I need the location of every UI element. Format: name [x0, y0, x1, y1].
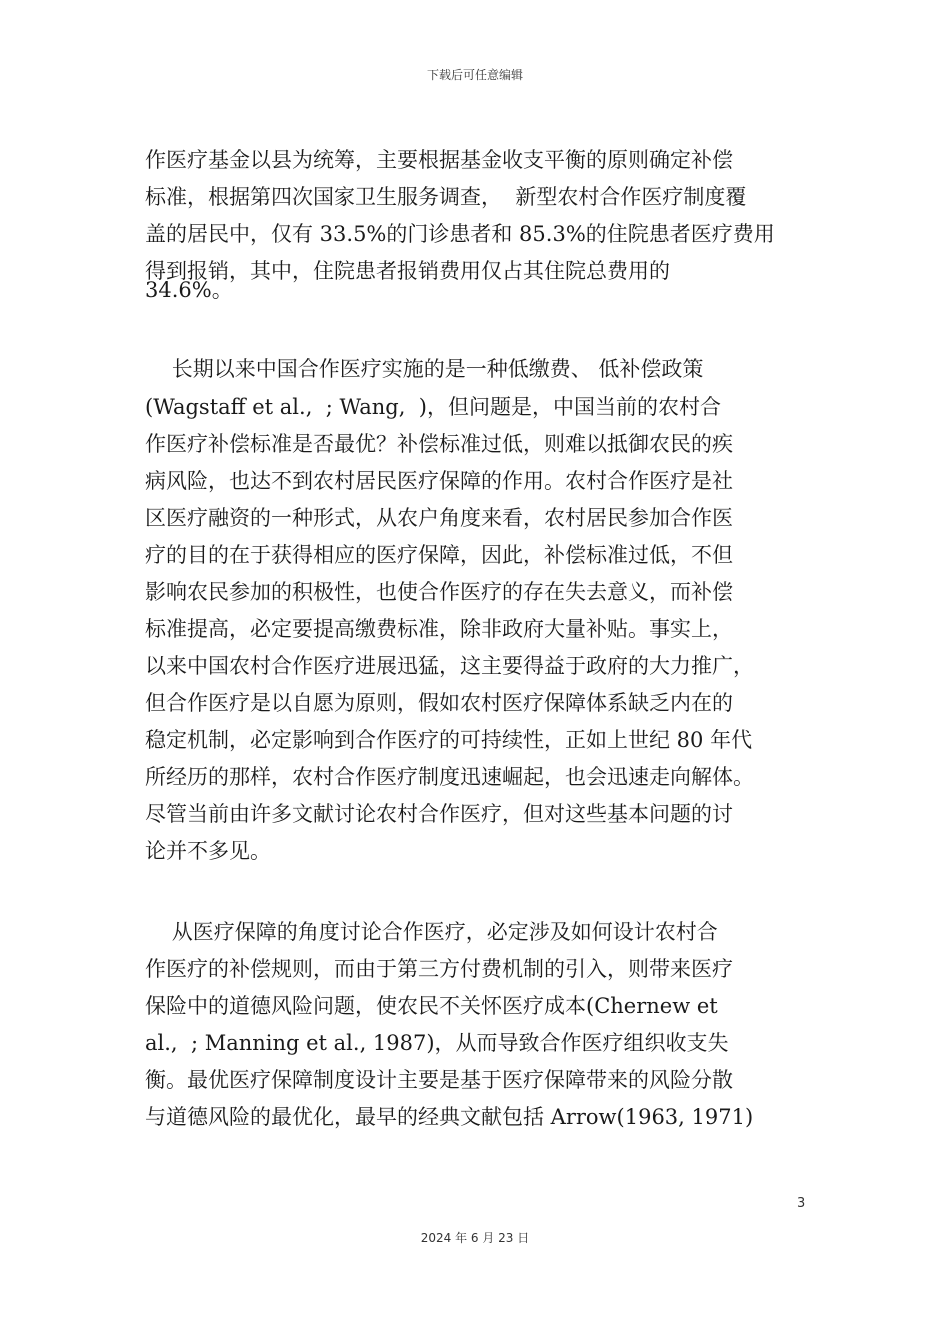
text-line: 作医疗的补偿规则，而由于第三方付费机制的引入，则带来医疗: [145, 957, 733, 981]
text-line: 区医疗融资的一种形式，从农户角度来看，农村居民参加合作医: [145, 506, 733, 530]
text-line: 长期以来中国合作医疗实施的是一种低缴费、 低补偿政策: [145, 357, 704, 381]
text-line: 以来中国农村合作医疗进展迅猛，这主要得益于政府的大力推广，: [145, 654, 754, 678]
text-line: 论并不多见。: [145, 839, 271, 863]
text-line: 尽管当前由许多文献讨论农村合作医疗，但对这些基本问题的讨: [145, 802, 733, 826]
text-line: al., ; Manning et al., 1987)，从而导致合作医疗组织收支失: [145, 1031, 729, 1055]
text-line: 作医疗基金以县为统筹，主要根据基金收支平衡的原则确定补偿: [145, 148, 733, 172]
text-line: 与道德风险的最优化，最早的经典文献包括 Arrow(1963, 1971): [145, 1105, 754, 1129]
page-number: 3: [797, 1196, 806, 1211]
text-line: 疗的目的在于获得相应的医疗保障，因此，补偿标准过低，不但: [145, 543, 733, 567]
text-line: 但合作医疗是以自愿为原则，假如农村医疗保障体系缺乏内在的: [145, 691, 733, 715]
page-header: 下载后可任意编辑: [426, 68, 523, 82]
text-line: 保险中的道德风险问题，使农民不关怀医疗成本(Chernew et: [145, 994, 718, 1018]
text-line: 从医疗保障的角度讨论合作医疗，必定涉及如何设计农村合: [145, 920, 718, 944]
text-line: 得到报销，其中，住院患者报销费用仅占其住院总费用的: [145, 259, 670, 283]
text-line: 作医疗补偿标准是否最优？补偿标准过低，则难以抵御农民的疾: [145, 432, 733, 456]
footer-date: 2024 年 6 月 23 日: [420, 1231, 530, 1245]
text-line: 所经历的那样，农村合作医疗制度迅速崛起，也会迅速走向解体。: [145, 765, 754, 789]
text-line: 标准提高，必定要提高缴费标准，除非政府大量补贴。事实上，: [145, 617, 733, 641]
text-line: (Wagstaff et al., ; Wang, )，但问题是，中国当前的农村合: [145, 395, 721, 419]
text-line: 影响农民参加的积极性，也使合作医疗的存在失去意义，而补偿: [145, 580, 733, 604]
text-line: 衡。最优医疗保障制度设计主要是基于医疗保障带来的风险分散: [145, 1068, 733, 1092]
text-line: 稳定机制，必定影响到合作医疗的可持续性，正如上世纪 80 年代: [145, 728, 753, 752]
text-line: 病风险，也达不到农村居民医疗保障的作用。农村合作医疗是社: [145, 469, 733, 493]
text-line: 标准，根据第四次国家卫生服务调查， 新型农村合作医疗制度覆: [145, 185, 747, 209]
text-line: 34.6%。: [145, 278, 233, 302]
text-line: 盖的居民中，仅有 33.5%的门诊患者和 85.3%的住院患者医疗费用: [145, 222, 775, 246]
